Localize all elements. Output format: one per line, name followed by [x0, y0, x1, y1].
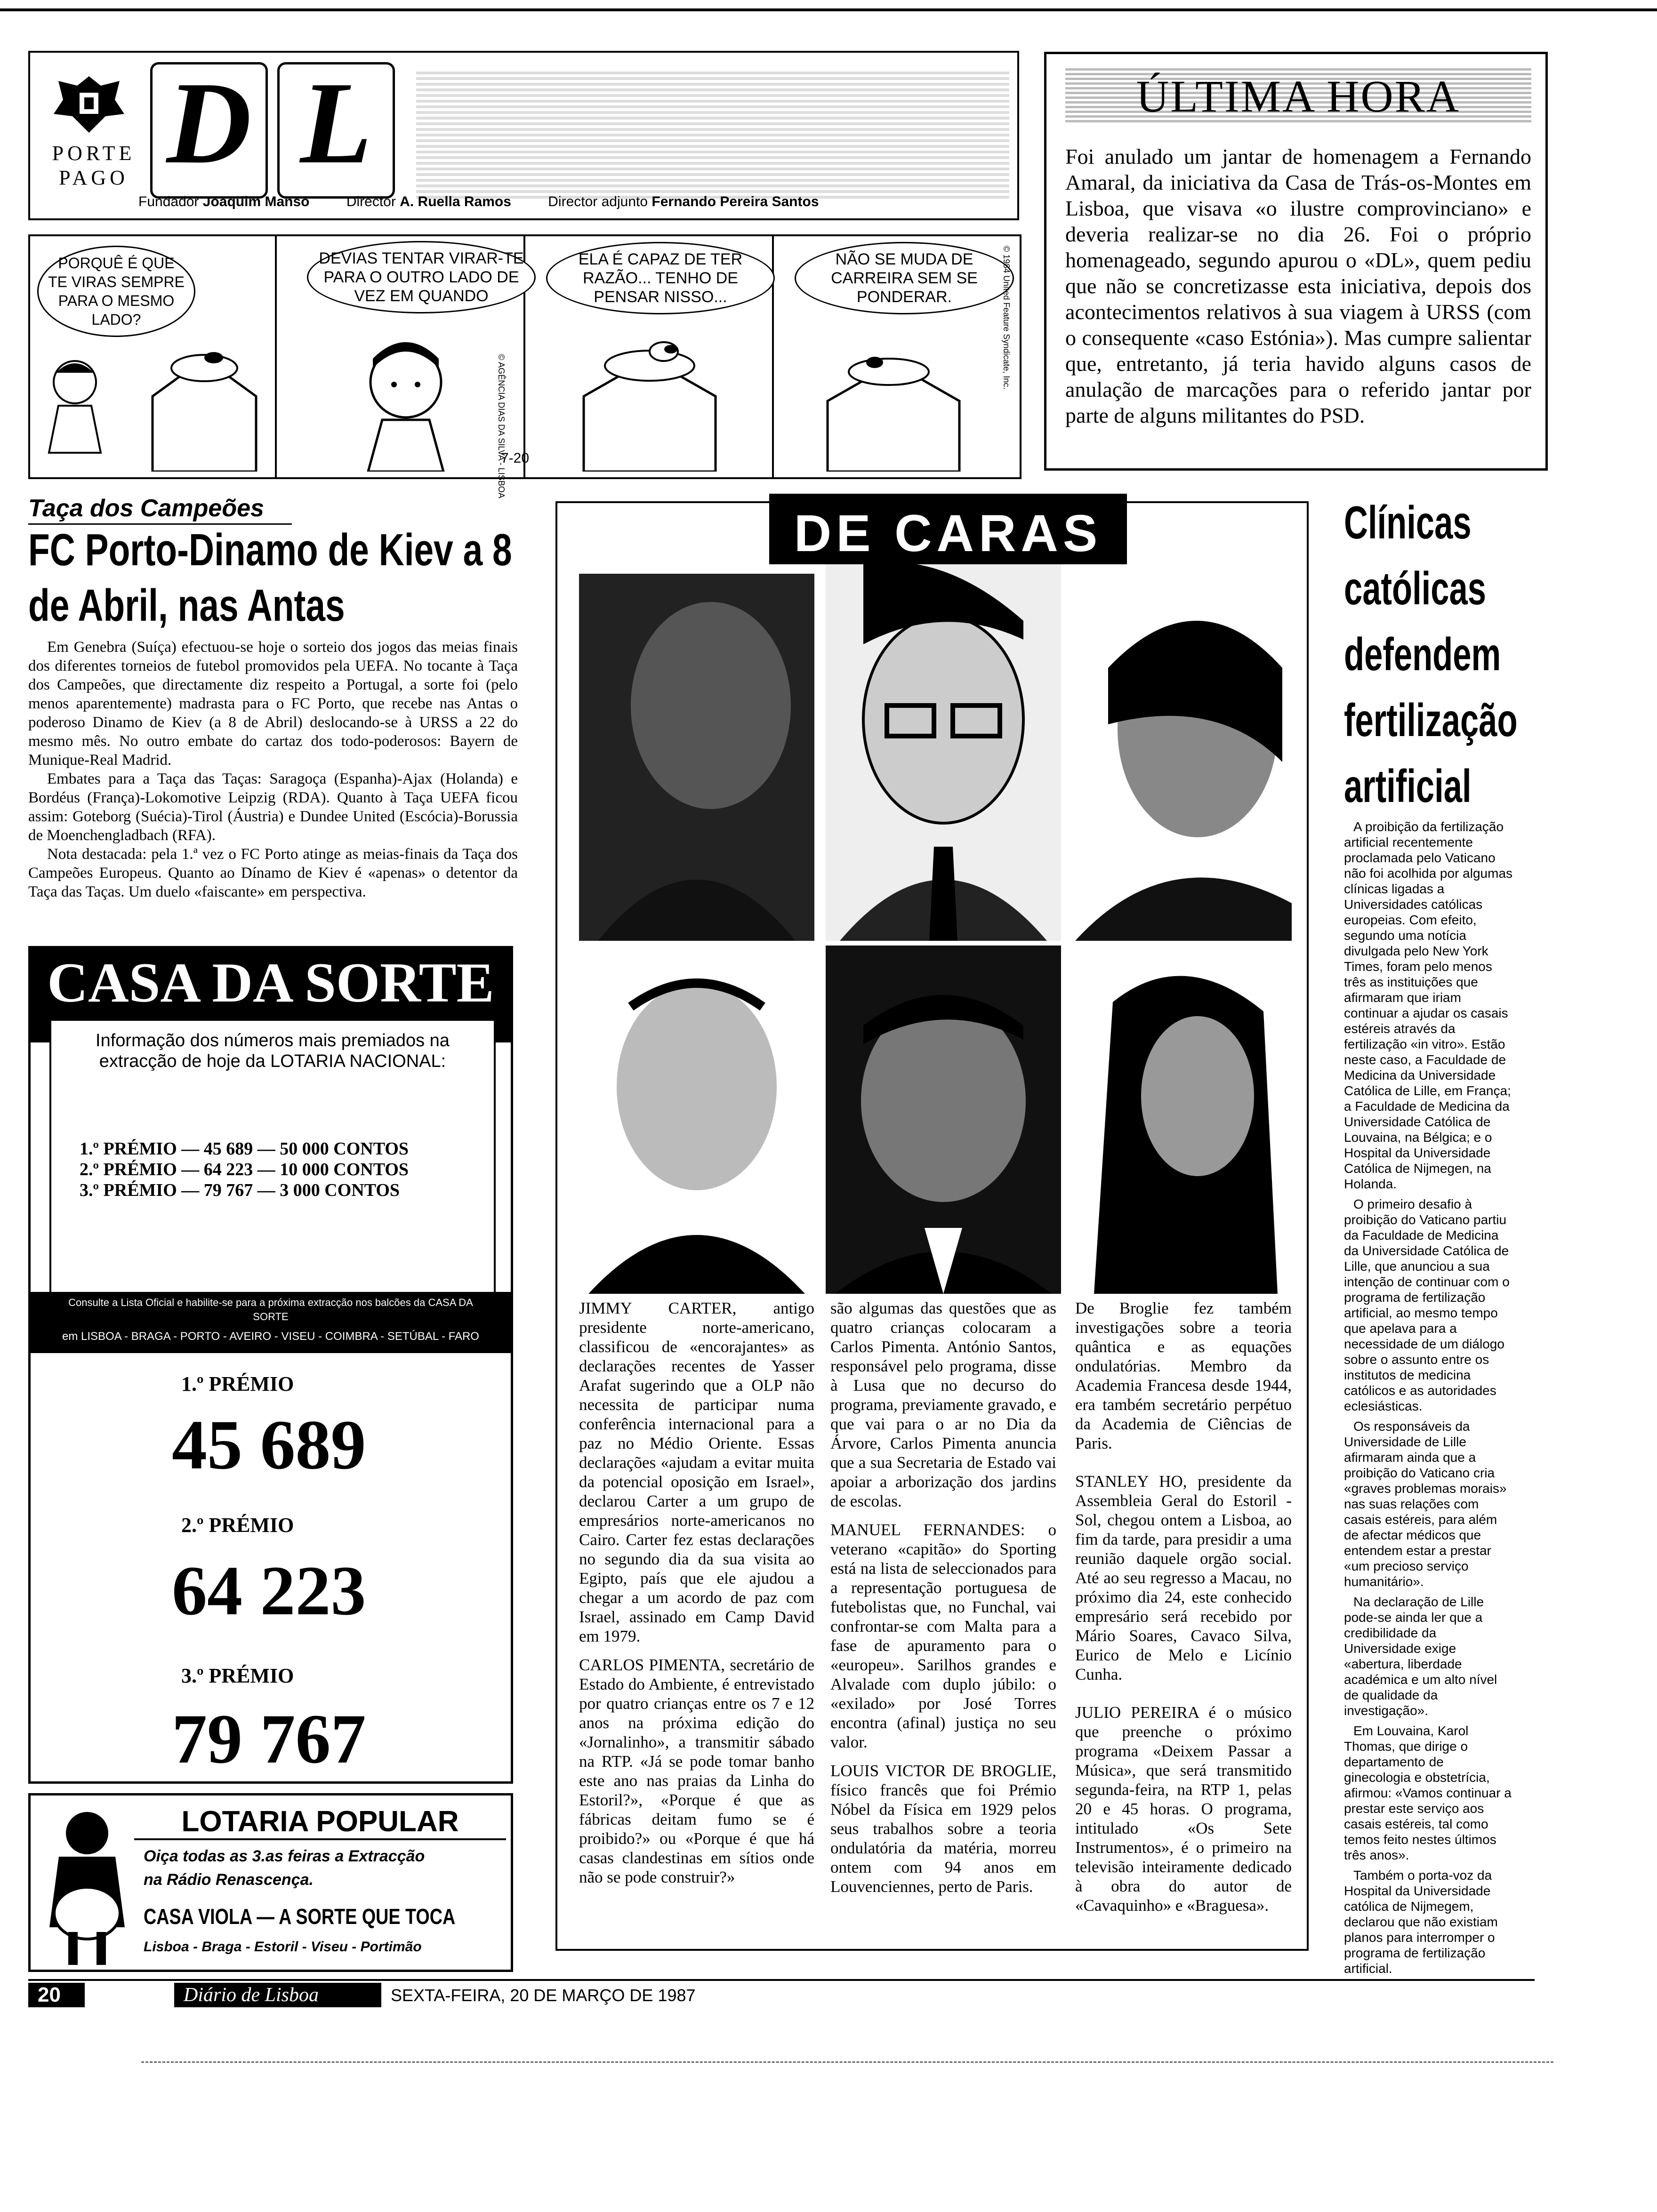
- guitar-player-icon: [40, 1805, 134, 1965]
- ultima-hora-box: [1044, 52, 1548, 471]
- item-stanley-ho: STANLEY HO, presidente da Assembleia Geral do Estoril - Sol, chegou ontem a Lisboa, ao fim da tarde, para presidir a uma reunião daquele orgão social. Até ao seu regresso a Macau, no próximo dia 24, este conhecido empresário será recebido por Mário Soares, Cavaco Silva, Eurico de Melo e Licínio Cunha.: [1075, 1472, 1292, 1683]
- ultima-hora-text: Foi anulado um jantar de homenagem a Fernando Amaral, da iniciativa da Casa de Trás-os-Montes em Lisboa, que visava «o ilustre comprovinciano» e deveria realizar-se no dia 26. Foi o próprio homenageado, segundo apurou o «DL», quem pediu que não se concretizasse esta iniciativa, depois dos acontecimentos relativos à sua viagem à URSS (com o consequente «caso Estónia»). Mas cumpre salientar que, entretanto, já teria havido alguns casos de anulação de marcações para o referido jantar por parte de alguns militantes do PSD.: [1065, 144, 1531, 427]
- casa-number-2: 64 223: [172, 1552, 366, 1630]
- lucy-figure-icon: [40, 354, 110, 472]
- sport-paragraph-2: Embates para a Taça das Taças: Saragoça (Espanha)-Ajax (Holanda) e Bordéus (França)-Lokomotive Leipzig (RDA). Quanto à Taça UEFA ficou assim: Goteborg (Suécia)-Tirol (Áustria) e Dundee United (Escócia)-Borussia de Moenchengladbach (RFA).: [28, 770, 518, 844]
- item-de-broglie-cont: De Broglie fez também investigações sobre a teoria quântica e as equações ondulatórias. Membro da Academia Francesa desde 1944, era também secretário perpétuo da Academia de Ciências de Paris.: [1075, 1299, 1292, 1452]
- snoopy-on-doghouse-icon: [570, 330, 730, 472]
- casa-consulte: Consulte a Lista Oficial e habilite-se para a próxima extracção nos balcões da CASA DA SORTE: [68, 1297, 473, 1322]
- casa-label-3: 3.º PRÉMIO: [181, 1664, 294, 1687]
- lucy-face-icon: [354, 330, 458, 472]
- footer-paper-name: Diário de Lisboa: [174, 1983, 381, 2007]
- sport-body: [28, 638, 518, 901]
- de-caras-title: DE CARAS: [794, 505, 1102, 562]
- item-carlos-pimenta-cont: são algumas das questões que as quatro crianças colocaram a Carlos Pimenta. António Santos, responsável pelo programa, disse à Lusa que no decurso do programa, previamente gravado, e que vai para o ar no Dia da Árvore, Carlos Pimenta anuncia que a sua Secretaria de Estado vai apoiar a arborização dos jardins de escolas.: [830, 1299, 1056, 1510]
- clinicas-paragraph-4: Na declaração de Lille pode-se ainda ler que a credibilidade da Universidade exige «abertura, liberdade académica e um alto nível de qualidade da investigação».: [1344, 1595, 1497, 1718]
- clinicas-paragraph-5: Em Louvaina, Karol Thomas, que dirige o departamento de ginecologia e obstetrícia, afirmou: «Vamos continuar a prestar este serviço aos casais estéreis, tal como temos feito nestes últimos três anos».: [1344, 1723, 1512, 1862]
- publication-info-block: [416, 72, 1009, 199]
- de-caras-section: [555, 501, 1309, 1951]
- sport-kicker: Taça dos Campeões: [28, 495, 264, 522]
- speech-bubble-3: ELA É CAPAZ DE TER RAZÃO... TENHO DE PENSAR NISSO...: [546, 242, 775, 314]
- prize-line-2: 2.º PRÉMIO — 64 223 — 10 000 CONTOS: [80, 1160, 409, 1179]
- top-rule: [0, 8, 1657, 11]
- photo-manuel-fernandes: [1075, 574, 1292, 941]
- clinicas-paragraph-1: A proibição da fertilização artificial recentemente proclamada pelo Vaticano não foi acolhida por algumas clínicas ligadas a Universidades católicas europeias. Com efeito, segundo uma notícia divulgada pelo New York Times, foram pelo menos três as instituições que afirmaram que iriam continuar a ajudar os casais estéreis através da fertilização «in vitro». Estão neste caso, a Faculdade de Medicina da Universidade Católica de Lille, em França; a Faculdade de Medicina da Universidade Católica de Louvaina, na Bélgica; e o Hospital da Universidade Católica de Nijmegen, na Holanda.: [1344, 819, 1513, 1191]
- photo-carlos-pimenta: [826, 564, 1061, 941]
- comic-panel-4: [776, 236, 1020, 477]
- prize-line-1: 1.º PRÉMIO — 45 689 — 50 000 CONTOS: [80, 1139, 409, 1159]
- fundador-label: Fundador: [138, 194, 199, 209]
- item-carlos-pimenta: CARLOS PIMENTA, secretário de Estado do Ambiente, é entrevistado por quatro crianças entre os 7 e 12 anos na próxima edição do «Jornalinho», a transmitir sábado na RTP. «Já se pode tomar banho este ano nas praias da Linha do Estoril?», «Porque é que as fábricas deitam fumo se é proibido?» ou «Porque é que há casas clandestinas em sítios onde não se pode construir?»: [579, 1656, 814, 1886]
- clinicas-paragraph-3: Os responsáveis da Universidade de Lille afirmaram ainda que a proibição do Vaticano cria «graves problemas morais» nas suas relações com casais estéreis, para além de afectar médicos que entendem estar a prestar «um precioso serviço humanitário».: [1344, 1419, 1507, 1589]
- photo-julio-pereira: [1075, 955, 1292, 1294]
- director-name: A. Ruella Ramos: [400, 194, 511, 209]
- casa-label-2: 2.º PRÉMIO: [181, 1514, 294, 1537]
- casa-number-1: 45 689: [172, 1406, 366, 1484]
- comic-copyright: © 1984 United Feature Syndicate, Inc.: [1002, 246, 1011, 390]
- snoopy-doghouse-icon: [143, 340, 265, 472]
- agency-credit: © AGÊNCIA DIAS DA SILVA - LISBOA: [497, 354, 506, 498]
- photo-stanley-ho: [826, 946, 1061, 1294]
- clinicas-headline: Clínicas católicas defendem fertilização artificial: [1344, 497, 1518, 812]
- speech-bubble-4: NÃO SE MUDA DE CARREIRA SEM SE PONDERAR.: [795, 242, 1014, 314]
- item-julio-pereira: JULIO PEREIRA é o músico que preenche o próximo programa «Deixem Passar a Música», que será transmitido segunda-feira, na RTP 1, pelas 20 e 45 horas. O programa, intitulado «Os Sete Instrumentos», é o primeiro na televisão inteiramente dedicado à obra do autor de «Cavaquinho» e «Braguesa».: [1075, 1703, 1292, 1915]
- comic-panel-2: [279, 236, 525, 477]
- speech-bubble-1: PORQUÊ É QUE TE VIRAS SEMPRE PARA O MESMO LADO?: [37, 246, 195, 337]
- casa-cities: em LISBOA - BRAGA - PORTO - AVEIRO - VISEU - COIMBRA - SETÚBAL - FARO: [62, 1330, 479, 1343]
- de-caras-column-3: [1075, 1298, 1292, 1915]
- masthead: [28, 51, 1019, 220]
- photo-louis-de-broglie: [579, 950, 814, 1294]
- sport-headline: FC Porto-Dinamo de Kiev a 8 de Abril, nas Antas: [28, 525, 512, 631]
- item-louis-de-broglie: LOUIS VICTOR DE BROGLIE, físico francês que foi Prémio Nóbel da Física em 1929 pelos seus trabalhos sobre a teoria ondulatória da matéria, morreu ontem com 94 anos em Louvenciennes, perto de Paris.: [830, 1762, 1056, 1896]
- clinicas-paragraph-6: Também o porta-voz da Hospital da Universidade católica de Nijmegem, declarou que não existiam planos para interromper o programa de fertilização artificial.: [1344, 1868, 1498, 1976]
- snoopy-doghouse-icon-2: [818, 345, 969, 472]
- prize-line-3: 3.º PRÉMIO — 79 767 — 3 000 CONTOS: [80, 1180, 400, 1200]
- comic-panel-1: [30, 236, 277, 477]
- director-label: Director: [346, 194, 396, 209]
- comic-date: 7-20: [501, 450, 530, 466]
- bottom-dashed-rule: [141, 2061, 1553, 2063]
- sport-paragraph-1: Em Genebra (Suíça) efectuou-se hoje o sorteio dos jogos das meias finais dos diferentes torneios de futebol promovidos pela UEFA. No tocante à Taça dos Campeões, que directamente diz respeito a Portugal, a sorte foi (pelo menos aparentemente) madrasta para o FC Porto, que recebe nas Antas o poderoso Dinamo de Kiev (a 8 de Abril) deslocando-se à URSS a 22 do mesmo mês. No outro embate do cartaz dos todo-poderosos: Bayern de Munique-Real Madrid.: [28, 639, 518, 769]
- logo-letter-l: L: [300, 62, 372, 188]
- casa-consulte-band: [31, 1292, 511, 1353]
- de-caras-column-1: [579, 1298, 814, 1887]
- coat-of-arms-icon: [49, 72, 129, 137]
- footer-date: SEXTA-FEIRA, 20 DE MARÇO DE 1987: [391, 1986, 696, 2005]
- casa-da-sorte-ad: [28, 946, 513, 1784]
- clinicas-body: [1344, 819, 1513, 1976]
- page-footer: [28, 1979, 1535, 2007]
- porte-pago: PORTE PAGO: [52, 142, 136, 189]
- logo-letter-d: D: [166, 62, 252, 188]
- casa-prize-list: [80, 1138, 475, 1201]
- fundador-line: [138, 194, 1014, 210]
- speech-bubble-2: DEVIAS TENTAR VIRAR-TE PARA O OUTRO LADO DE VEZ EM QUANDO: [307, 241, 536, 313]
- photo-jimmy-carter: [579, 574, 814, 941]
- lotaria-cities: Lisboa - Braga - Estoril - Viseu - Portimão: [144, 1939, 422, 1955]
- director-adjunto-name: Fernando Pereira Santos: [652, 194, 819, 209]
- fundador-name: Joaquim Manso: [202, 194, 310, 209]
- lotaria-line-2: na Rádio Renascença.: [144, 1871, 314, 1889]
- casa-intro: Informação dos números mais premiados na extracção de hoje da LOTARIA NACIONAL:: [96, 1031, 450, 1071]
- ultima-hora-title: ÚLTIMA HORA: [1065, 68, 1531, 125]
- de-caras-column-2: [830, 1298, 1056, 1896]
- casa-label-1: 1.º PRÉMIO: [181, 1372, 294, 1395]
- lotaria-line-3: CASA VIOLA — A SORTE QUE TOCA: [144, 1904, 456, 1929]
- casa-info-box: [49, 1019, 496, 1296]
- lotaria-title: LOTARIA POPULAR: [134, 1805, 506, 1840]
- director-adjunto-label: Director adjunto: [548, 194, 648, 209]
- lotaria-popular-ad: [28, 1793, 513, 1972]
- casa-number-3: 79 767: [172, 1700, 366, 1778]
- clinicas-paragraph-2: O primeiro desafio à proibição do Vaticano partiu da Faculdade de Medicina da Universidade Católica de Lille, que anunciou a sua intenção de continuar com o programa de fertilização artificial, ao mesmo tempo que apelava para a necessidade de um diálogo sobre o assunto entre os institutos de medicina católicos e as autoridades eclesiásticas.: [1344, 1197, 1510, 1413]
- sport-paragraph-3: Nota destacada: pela 1.ª vez o FC Porto atinge as meias-finais da Taça dos Campeões Europeus. Quanto ao Dínamo de Kiev é «apenas» o detentor da Taça das Taças. Um duelo «faiscante» em perspectiva.: [28, 846, 518, 900]
- casa-title: CASA DA SORTE: [47, 951, 494, 1014]
- item-manuel-fernandes: MANUEL FERNANDES: o veterano «capitão» do Sporting está na lista de seleccionados para a representação portuguesa de futebolistas que, no Funchal, vai confrontar-se com Malta para a fase de apuramento para o «europeu». Sarilhos grandes e Alvalade com duplo júbilo: o «exilado» por José Torres encontra (afinal) justiça no seu valor.: [830, 1521, 1056, 1751]
- logo-d-box: [150, 62, 268, 199]
- lotaria-line-1: Oiça todas as 3.as feiras a Extracção: [144, 1847, 425, 1865]
- comic-strip: [28, 234, 1022, 498]
- footer-rule: [28, 1979, 1535, 1981]
- item-jimmy-carter: JIMMY CARTER, antigo presidente norte-americano, classificou de «encorajantes» as declarações recentes de Yasser Arafat sugerindo que a OLP não necessita de participar numa conferência internacional para a paz no Médio Oriente. Essas declarações «ajudam a evitar muita da potencial oposição em Israel», declarou Carter a um grupo de empresários norte-americanos no Cairo. Carter fez estas declarações no segundo dia da sua visita ao Egipto, país que ele ajudou a chegar a um acordo de paz com Israel, assinado em Camp David em 1979.: [579, 1299, 814, 1645]
- logo-l-box: [277, 62, 395, 199]
- page-number: 20: [28, 1983, 85, 2007]
